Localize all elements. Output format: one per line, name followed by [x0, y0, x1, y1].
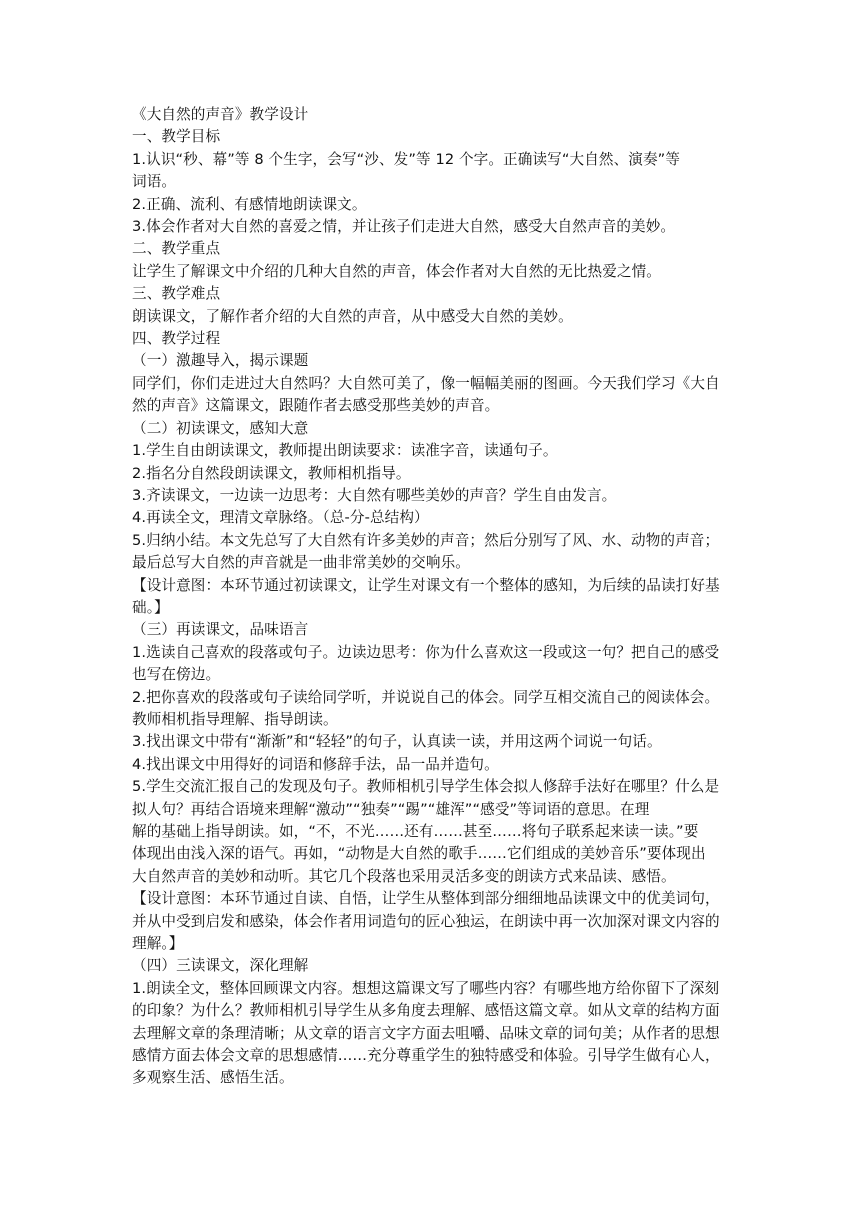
text-line: 词语。: [132, 173, 177, 191]
text-line: 同学们，你们走进过大自然吗？大自然可美了，像一幅幅美丽的图画。今天我们学习《大自: [132, 374, 720, 392]
text-line: 感情方面去体会文章的思想感情……充分尊重学生的独特感受和体验。引导学生做有心人，: [132, 1047, 720, 1065]
text-line: 去理解文章的条理清晰；从文章的语言文字方面去咀嚼、品味文章的词句美；从作者的思想: [132, 1024, 720, 1042]
text-line: 2.指名分自然段朗读课文，教师相机指导。: [132, 464, 411, 482]
subsection-heading: （四）三读课文，深化理解: [132, 957, 309, 975]
text-line: 5.学生交流汇报自己的发现及句子。教师相机引导学生体会拟人修辞手法好在哪里？什么是: [132, 778, 720, 796]
text-line: 5.归纳小结。本文先总写了大自然有许多美妙的声音；然后分别写了风、水、动物的声音；: [132, 531, 720, 549]
text-line: 4.再读全文，理清文章脉络。（总-分-总结构）: [132, 509, 429, 527]
subsection-heading: （三）再读课文，品味语言: [132, 621, 309, 639]
text-line: 1.认识“秒、幕”等 8 个生字，会写“沙、发”等 12 个字。正确读写“大自然、演奏”等: [132, 150, 681, 168]
text-line: 也写在傍边。: [132, 666, 221, 684]
text-line: 解的基础上指导朗读。如，“不，不光……还有……甚至……将句子联系起来读一读。”要: [132, 823, 699, 840]
text-line: 1.学生自由朗读课文，教师提出朗读要求：读准字音，读通句子。: [132, 442, 558, 460]
text-line: 1.朗读全文，整体回顾课文内容。想想这篇课文写了哪些内容？有哪些地方给你留下了深刻: [132, 979, 720, 997]
text-line: 3.齐读课文，一边读一边思考：大自然有哪些美妙的声音？学生自由发言。: [132, 486, 617, 504]
design-intent-line: 理解。】: [132, 935, 184, 953]
text-line: 3.体会作者对大自然的喜爱之情，并让孩子们走进大自然，感受大自然声音的美妙。: [132, 218, 676, 236]
subsection-heading: （二）初读课文，感知大意: [132, 419, 309, 437]
text-line: 2.正确、流利、有感情地朗读课文。: [132, 195, 367, 213]
design-intent-line: 【设计意图：本环节通过初读课文，让学生对课文有一个整体的感知，为后续的品读打好基: [132, 576, 720, 594]
text-line: 多观察生活、感悟生活。: [132, 1069, 294, 1087]
document-title: 《大自然的声音》教学设计: [132, 106, 309, 123]
text-line: 拟人句？再结合语境来理解“激动”“独奏”“踢”“雄浑”“感受”等词语的意思。在理: [132, 800, 650, 818]
design-intent-line: 【设计意图：本环节通过自读、自悟，让学生从整体到部分细细地品读课文中的优美词句，: [132, 890, 720, 908]
text-line: 然的声音》这篇课文，跟随作者去感受那些美妙的声音。: [132, 397, 500, 415]
text-line: 1.选读自己喜欢的段落或句子。边读边思考：你为什么喜欢这一段或这一句？把自己的感受: [132, 643, 720, 661]
text-line: 大自然声音的美妙和动听。其它几个段落也采用灵活多变的朗读方式来品读、感悟。: [132, 867, 676, 885]
design-intent-line: 础。】: [132, 598, 169, 616]
section-heading-process: 四、教学过程: [132, 330, 221, 348]
text-line: 最后总写大自然的声音就是一曲非常美妙的交响乐。: [132, 554, 470, 572]
text-line: 教师相机指导理解、指导朗读。: [132, 710, 338, 728]
text-line: 2.把你喜欢的段落或句子读给同学听，并说说自己的体会。同学互相交流自己的阅读体会。: [132, 688, 720, 706]
text-line: 朗读课文，了解作者介绍的大自然的声音，从中感受大自然的美妙。: [132, 307, 573, 325]
text-line: 体现出由浅入深的语气。再如，“动物是大自然的歌手……它们组成的美妙音乐”要体现出: [132, 845, 706, 863]
text-line: 4.找出课文中用得好的词语和修辞手法，品一品并造句。: [132, 755, 499, 773]
design-intent-line: 并从中受到启发和感染，体会作者用词造句的匠心独运，在朗读中再一次加深对课文内容的: [132, 912, 720, 930]
text-line: 让学生了解课文中介绍的几种大自然的声音，体会作者对大自然的无比热爱之情。: [132, 262, 661, 280]
section-heading-key-points: 二、教学重点: [132, 240, 221, 258]
section-heading-objectives: 一、教学目标: [132, 128, 221, 146]
document-page: [132, 104, 734, 1090]
text-line: 的印象？为什么？教师相机引导学生从多角度去理解、感悟这篇文章。如从文章的结构方面: [132, 1002, 720, 1020]
text-line: 3.找出课文中带有“渐渐”和“轻轻”的句子，认真读一读，并用这两个词说一句话。: [132, 733, 662, 751]
subsection-heading: （一）激趣导入，揭示课题: [132, 352, 309, 370]
section-heading-difficulties: 三、教学难点: [132, 285, 221, 303]
